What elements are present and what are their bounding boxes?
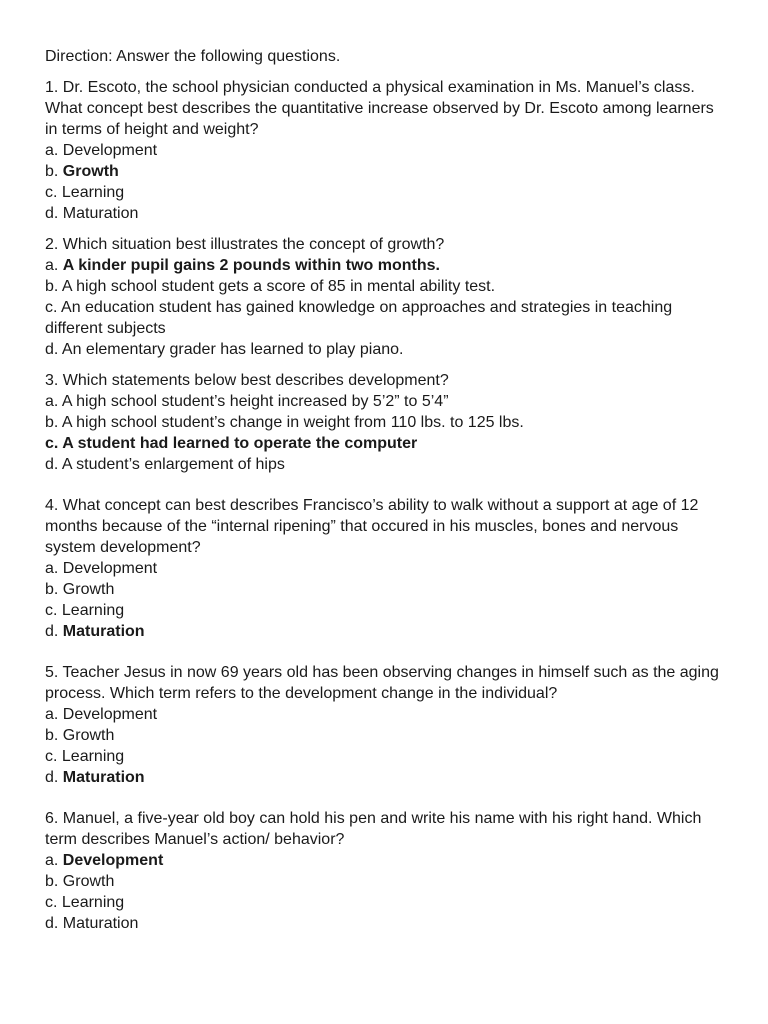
option-text: Growth bbox=[62, 727, 115, 744]
option-text-answer: A student had learned to operate the computer bbox=[62, 435, 418, 452]
option-c bbox=[45, 433, 728, 454]
option-text: Maturation bbox=[62, 205, 139, 222]
option-prefix: b. bbox=[45, 163, 63, 180]
option-prefix: b. bbox=[45, 727, 63, 744]
option-text: An education student has gained knowledge on approaches and strategies in teaching different subjects bbox=[45, 299, 673, 337]
options-list bbox=[45, 255, 728, 360]
option-prefix: c. bbox=[45, 184, 62, 201]
option-d bbox=[45, 767, 728, 788]
option-text: Maturation bbox=[62, 915, 139, 932]
question-text: 4. What concept can best describes Francisco’s ability to walk without a support at age of 12 months because of the “internal ripening” that occured in his muscles, bones and nervous system development? bbox=[45, 497, 699, 556]
option-prefix: a. bbox=[45, 706, 63, 723]
options-list bbox=[45, 704, 728, 788]
option-prefix: c. bbox=[45, 602, 62, 619]
direction-text: Direction: Answer the following questions. bbox=[45, 48, 341, 65]
option-prefix: b. bbox=[45, 581, 63, 598]
option-text-answer: Maturation bbox=[62, 623, 145, 640]
option-b bbox=[45, 579, 728, 600]
option-prefix: c. bbox=[45, 299, 62, 316]
question-6 bbox=[45, 808, 728, 934]
option-text-answer: Development bbox=[62, 852, 164, 869]
option-prefix: a. bbox=[45, 852, 63, 869]
option-d bbox=[45, 339, 728, 360]
option-c bbox=[45, 892, 728, 913]
option-d bbox=[45, 203, 728, 224]
question-5 bbox=[45, 662, 728, 788]
option-prefix: a. bbox=[45, 560, 63, 577]
option-prefix: a. bbox=[45, 142, 63, 159]
option-b bbox=[45, 161, 728, 182]
option-text-answer: Maturation bbox=[62, 769, 145, 786]
option-prefix: d. bbox=[45, 456, 62, 473]
option-a bbox=[45, 850, 728, 871]
option-a bbox=[45, 704, 728, 725]
option-text: A high school student’s change in weight from 110 lbs. to 125 lbs. bbox=[61, 414, 524, 431]
option-prefix: d. bbox=[45, 623, 63, 640]
option-b bbox=[45, 412, 728, 433]
option-text: Learning bbox=[61, 602, 125, 619]
option-prefix: b. bbox=[45, 873, 63, 890]
option-prefix: c. bbox=[45, 748, 62, 765]
question-text: 1. Dr. Escoto, the school physician conducted a physical examination in Ms. Manuel’s class. What concept best describes the quantitative increase observed by Dr. Escoto among learners in terms of height and weight? bbox=[45, 79, 714, 138]
option-prefix: d. bbox=[45, 341, 62, 358]
options-list bbox=[45, 850, 728, 934]
question-2 bbox=[45, 234, 728, 360]
option-text: Learning bbox=[61, 184, 125, 201]
option-prefix: a. bbox=[45, 257, 63, 274]
question-text: 6. Manuel, a five-year old boy can hold his pen and write his name with his right hand. Which term describes Manuel’s action/ behavior? bbox=[45, 810, 702, 848]
option-text-answer: A kinder pupil gains 2 pounds within two months. bbox=[62, 257, 440, 274]
question-3 bbox=[45, 370, 728, 475]
option-text: Growth bbox=[62, 581, 115, 598]
option-prefix: b. bbox=[45, 414, 62, 431]
option-text: Development bbox=[62, 706, 158, 723]
option-prefix: c. bbox=[45, 894, 62, 911]
option-prefix: d. bbox=[45, 915, 63, 932]
option-text: A student’s enlargement of hips bbox=[61, 456, 285, 473]
option-c bbox=[45, 600, 728, 621]
option-text: Growth bbox=[62, 873, 115, 890]
options-list bbox=[45, 391, 728, 475]
option-prefix: d. bbox=[45, 205, 63, 222]
option-b bbox=[45, 871, 728, 892]
question-text: 3. Which statements below best describes development? bbox=[45, 372, 449, 389]
option-b bbox=[45, 276, 728, 297]
option-prefix: d. bbox=[45, 769, 63, 786]
question-4 bbox=[45, 495, 728, 642]
option-a bbox=[45, 255, 728, 276]
option-text: Learning bbox=[61, 894, 125, 911]
question-1 bbox=[45, 77, 728, 224]
question-text: 5. Teacher Jesus in now 69 years old has been observing changes in himself such as the aging process. Which term refers to the development change in the individual? bbox=[45, 664, 719, 702]
option-text: A high school student’s height increased by 5’2” to 5’4” bbox=[61, 393, 449, 410]
option-a bbox=[45, 391, 728, 412]
option-prefix: b. bbox=[45, 278, 62, 295]
option-c bbox=[45, 746, 728, 767]
option-text: Development bbox=[62, 142, 158, 159]
option-a bbox=[45, 140, 728, 161]
option-text: An elementary grader has learned to play piano. bbox=[61, 341, 404, 358]
option-prefix: c. bbox=[45, 435, 63, 452]
option-text-answer: Growth bbox=[62, 163, 119, 180]
option-d bbox=[45, 913, 728, 934]
options-list bbox=[45, 140, 728, 224]
option-c bbox=[45, 297, 728, 339]
question-text: 2. Which situation best illustrates the concept of growth? bbox=[45, 236, 445, 253]
option-prefix: a. bbox=[45, 393, 62, 410]
option-text: Development bbox=[62, 560, 158, 577]
option-a bbox=[45, 558, 728, 579]
option-text: A high school student gets a score of 85 in mental ability test. bbox=[61, 278, 496, 295]
option-d bbox=[45, 621, 728, 642]
option-d bbox=[45, 454, 728, 475]
option-c bbox=[45, 182, 728, 203]
option-b bbox=[45, 725, 728, 746]
options-list bbox=[45, 558, 728, 642]
option-text: Learning bbox=[61, 748, 125, 765]
